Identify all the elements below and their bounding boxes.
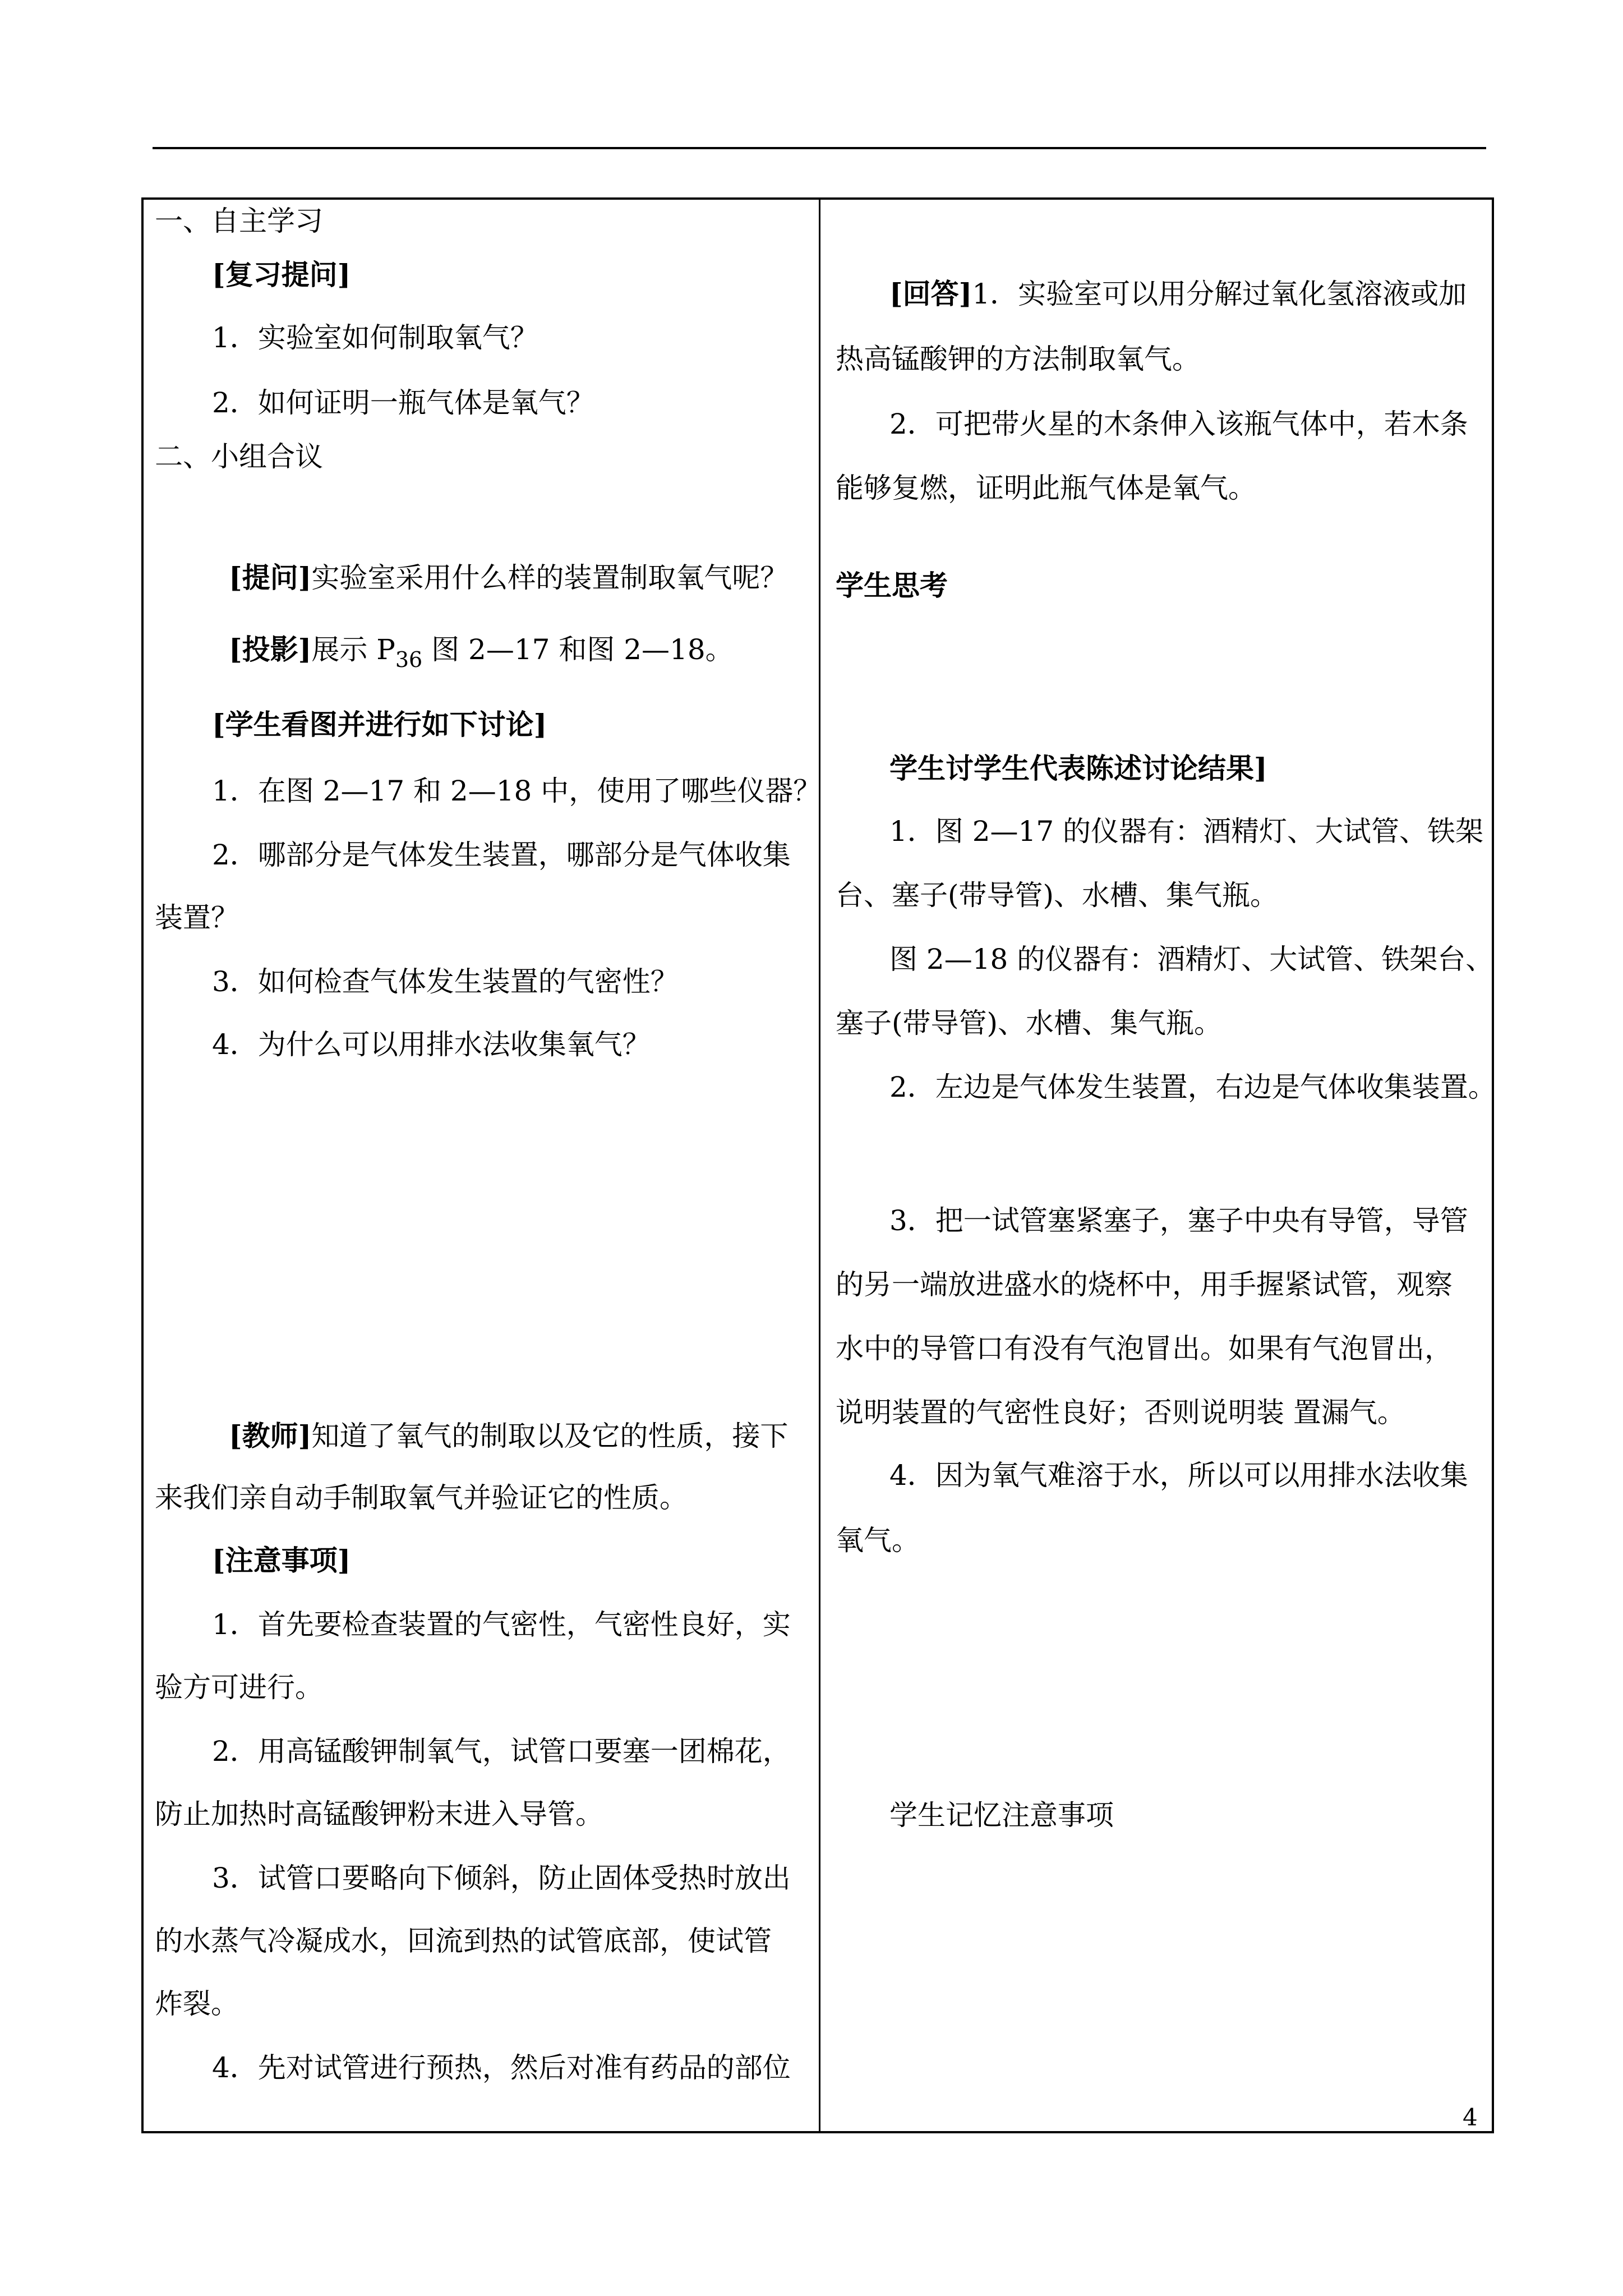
section-heading-self-study: 一、自主学习 [155, 205, 323, 237]
answer-tag: [回答] [889, 277, 972, 310]
answer-1-cont: 热高锰酸钾的方法制取氧气。 [836, 343, 1200, 375]
note-1-cont: 验方可进行。 [155, 1671, 323, 1704]
result-3: 3．把一试管塞紧塞子，塞子中央有导管，导管 [889, 1204, 1468, 1237]
section-heading-group-discussion: 二、小组合议 [155, 440, 323, 473]
discussion-item-2: 2．哪部分是气体发生装置，哪部分是气体收集 [212, 839, 791, 871]
discussion-item-4: 4．为什么可以用排水法收集氧气？ [212, 1028, 651, 1061]
header-rule [153, 147, 1486, 149]
question-text: 实验室采用什么样的装置制取氧气呢？ [311, 562, 789, 594]
answer-2-cont: 能够复燃，证明此瓶气体是氧气。 [836, 472, 1256, 504]
column-divider [819, 197, 820, 2133]
result-1b: 图 2—18 的仪器有：酒精灯、大试管、铁架台、 [889, 943, 1494, 976]
projection-text: 展示 P [311, 633, 395, 666]
discussion-item-3: 3．如何检查气体发生装置的气密性？ [212, 965, 679, 998]
teacher-text-cont: 来我们亲自动手制取氧气并验证它的性质。 [155, 1481, 688, 1514]
teacher-text: 知道了氧气的制取以及它的性质，接下 [311, 1420, 789, 1452]
review-question-2: 2．如何证明一瓶气体是氧气？ [212, 386, 594, 419]
result-4-cont: 氧气。 [836, 1524, 920, 1557]
result-3-cont-2: 水中的导管口有没有气泡冒出。如果有气泡冒出， [836, 1332, 1453, 1365]
result-3-cont-3: 说明装置的气密性良好；否则说明装 置漏气。 [836, 1396, 1405, 1429]
page-subscript: 36 [395, 647, 423, 672]
notes-label: [注意事项] [212, 1544, 351, 1577]
question-tag: [提问] [229, 561, 312, 594]
note-1: 1．首先要检查装置的气密性，气密性良好，实 [212, 1608, 791, 1641]
result-3-cont: 的另一端放进盛水的烧杯中，用手握紧试管，观察 [836, 1268, 1453, 1301]
lesson-table [141, 197, 1494, 2133]
projection-note [229, 633, 734, 677]
projection-figures: 图 2—17 和图 2—18。 [422, 633, 734, 666]
student-thinking: 学生思考 [836, 569, 948, 602]
student-memorize-notes: 学生记忆注意事项 [889, 1799, 1114, 1832]
result-1-cont: 台、塞子(带导管)、水槽、集气瓶。 [836, 879, 1279, 912]
note-2-cont: 防止加热时高锰酸钾粉末进入导管。 [155, 1798, 603, 1830]
result-2: 2．左边是气体发生装置，右边是气体收集装置。 [889, 1071, 1496, 1103]
result-1b-cont: 塞子(带导管)、水槽、集气瓶。 [836, 1007, 1223, 1039]
note-4: 4．先对试管进行预热，然后对准有药品的部位 [212, 2051, 791, 2084]
answer-2: 2．可把带火星的木条伸入该瓶气体中，若木条 [889, 408, 1468, 440]
teacher-tag: [教师] [229, 1419, 312, 1452]
note-3: 3．试管口要略向下倾斜，防止固体受热时放出 [212, 1862, 791, 1894]
review-question-1: 1．实验室如何制取氧气？ [212, 321, 538, 354]
result-4: 4．因为氧气难溶于水，所以可以用排水法收集 [889, 1459, 1468, 1492]
teacher-note [229, 1419, 788, 1453]
review-question-label: [复习提问] [212, 258, 351, 291]
note-3-cont: 的水蒸气冷凝成水，回流到热的试管底部，使试管 [155, 1925, 772, 1957]
note-3-cont-2: 炸裂。 [155, 1987, 239, 2020]
answer-1-text: 1．实验室可以用分解过氧化氢溶液或加 [972, 278, 1467, 310]
result-1: 1．图 2—17 的仪器有：酒精灯、大试管、铁架 [889, 815, 1484, 848]
page-number: 4 [1463, 2104, 1478, 2131]
discussion-item-1: 1．在图 2—17 和 2—18 中，使用了哪些仪器？ [212, 775, 822, 807]
discussion-item-2-cont: 装置？ [155, 901, 239, 934]
discussion-label: [学生看图并进行如下讨论] [212, 708, 547, 741]
projection-tag: [投影] [229, 633, 312, 666]
note-2: 2．用高锰酸钾制氧气，试管口要塞一团棉花， [212, 1735, 791, 1768]
student-representative: 学生讨学生代表陈述讨论结果] [889, 752, 1267, 785]
question-prompt [229, 561, 788, 595]
answer-1 [889, 277, 1467, 311]
